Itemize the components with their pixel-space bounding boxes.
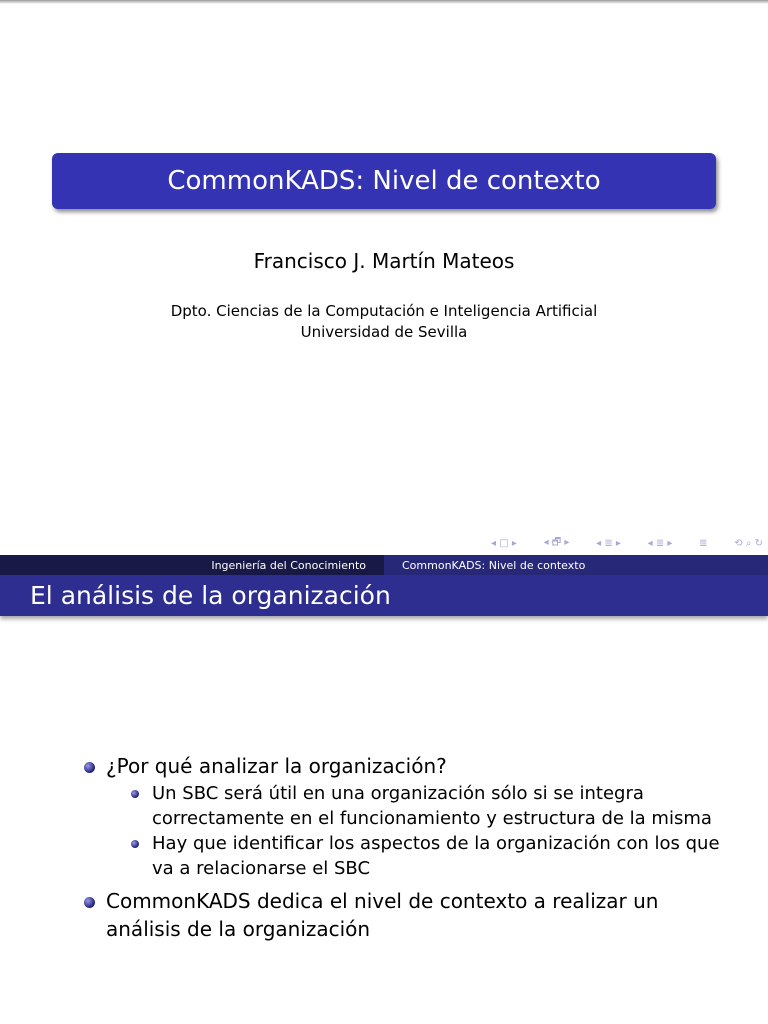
page-top-edge [0,0,768,4]
slide-title: CommonKADS: Nivel de contexto [167,166,601,196]
slide-title-box [52,153,716,209]
beamer-navigation-bar [491,536,763,550]
bullet-text: CommonKADS dedica el nivel de contexto a realizar un análisis de la organización [106,889,659,941]
headline-section [384,555,768,575]
nav-document-icon[interactable]: ◂ ≣ ▸ [647,537,673,549]
sub-bullet-list [106,781,720,881]
sub-bullet-text: Hay que identificar los aspectos de la organización con los que va a relacionarse el SBC [152,833,720,879]
bullet-item [80,887,720,943]
nav-search-icon[interactable]: ⟲ ⌕ ↻ [734,537,763,549]
bullet-item [80,752,720,881]
headline-left-text: Ingeniería del Conocimiento [211,558,366,572]
institute-line-1: Dpto. Ciencias de la Computación e Inteligencia Artificial [170,302,598,320]
sub-bullet-item [106,831,720,881]
author-name: Francisco J. Martín Mateos [253,249,515,273]
bullet-list [80,752,720,943]
frame-title [0,575,768,616]
bullet-text: ¿Por qué analizar la organización? [106,754,447,778]
nav-subsection-icon[interactable]: ◂ 🗗 ▸ [543,536,570,548]
nav-section-icon[interactable]: ◂ ≣ ▸ [596,537,621,549]
institute-line-2: Universidad de Sevilla [300,323,468,341]
slide-headline [0,555,768,575]
nav-frame-icon[interactable]: ◂ □ ▸ [491,537,517,549]
institute [0,301,768,343]
headline-short-title [0,555,384,575]
sub-bullet-item [106,781,720,831]
bullet-ball-icon [84,897,95,908]
nav-outline-icon[interactable]: ≣ [699,537,708,549]
sub-bullet-ball-icon [131,840,139,848]
headline-right-text: CommonKADS: Nivel de contexto [402,558,586,572]
frame-title-text: El análisis de la organización [30,581,391,610]
sub-bullet-text: Un SBC será útil en una organización sólo si se integra correctamente en el funcionamiento y estructura de la misma [152,783,712,829]
bullet-ball-icon [84,762,95,773]
sub-bullet-ball-icon [131,790,139,798]
